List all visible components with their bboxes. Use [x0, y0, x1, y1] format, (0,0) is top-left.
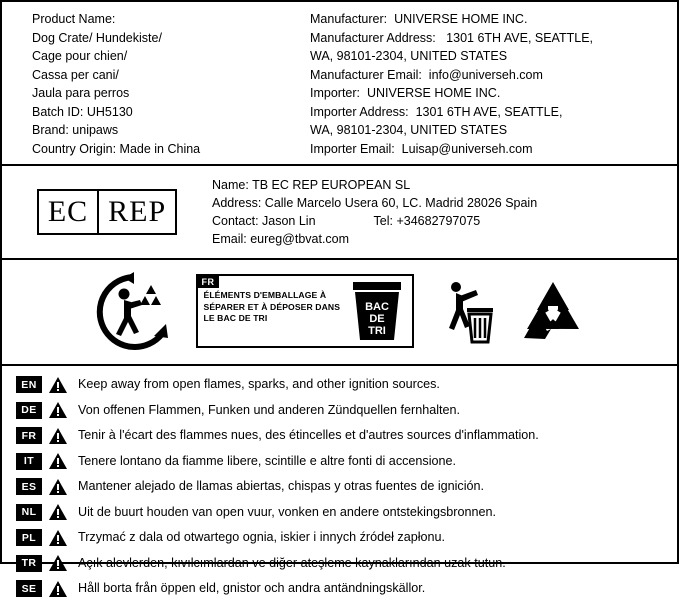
manufacturer-email: Manufacturer Email: info@universeh.com — [310, 67, 543, 82]
product-info-column — [2, 10, 302, 158]
language-badge-es: ES — [16, 478, 42, 495]
language-badge-se: SE — [16, 580, 42, 597]
warning-triangle-icon — [48, 401, 68, 419]
importer-address-line-1: Importer Address: 1301 6TH AVE, SEATTLE, — [310, 104, 563, 119]
manufacturer-name: Manufacturer: UNIVERSE HOME INC. — [310, 12, 528, 26]
ec-rep-logo-ec-text: EC — [47, 195, 89, 228]
manufacturer-address-line-2: WA, 98101-2304, UNITED STATES — [310, 49, 508, 63]
ec-rep-icon — [37, 189, 177, 235]
warning-text-es: Mantener alejado de llamas abiertas, chispas y otras fuentes de ignición. — [78, 479, 485, 494]
fr-language-tag: FR — [198, 276, 219, 288]
warning-triangle-icon — [48, 376, 68, 394]
ec-rep-contact-line — [212, 212, 667, 230]
warning-row-pl — [2, 525, 677, 551]
warning-text-en: Keep away from open flames, sparks, and other ignition sources. — [78, 377, 440, 392]
batch-id: Batch ID: UH5130 — [32, 104, 133, 119]
warning-list — [2, 366, 677, 606]
warning-text-pl: Trzymać z dala od otwartego ognia, iskier i innych źródeł zapłonu. — [78, 530, 446, 545]
warning-triangle-icon — [48, 503, 68, 521]
warning-triangle-icon — [48, 427, 68, 445]
warning-text-it: Tenere lontano da fiamme libere, scintille e altre fonti di accensione. — [78, 453, 457, 468]
product-and-company-info — [2, 2, 677, 164]
warning-row-tr — [2, 551, 677, 577]
ec-rep-email: Email: eureg@tbvat.com — [212, 232, 350, 246]
product-name-label: Product Name: — [32, 12, 116, 26]
do-not-litter-icon — [436, 278, 498, 344]
ec-rep-details — [212, 176, 677, 248]
warning-text-se: Håll borta från öppen eld, gnistor och andra antändningskällor. — [78, 581, 426, 596]
language-badge-nl: NL — [16, 504, 42, 521]
warning-row-fr — [2, 423, 677, 449]
svg-text:TRI: TRI — [367, 325, 386, 337]
warning-row-de — [2, 398, 677, 424]
warning-text-fr: Tenir à l'écart des flammes nues, des étincelles et d'autres sources d'inflammation. — [78, 428, 539, 443]
pictogram-section — [2, 260, 677, 364]
product-name-line-4: Jaula para perros — [32, 86, 130, 100]
warning-triangle-icon — [48, 452, 68, 470]
ec-rep-section — [2, 166, 677, 258]
warning-text-nl: Uit de buurt houden van open vuur, vonken en andere ontstekingsbronnen. — [78, 504, 496, 519]
recycle-icon — [520, 280, 586, 342]
ec-rep-address-line — [212, 194, 667, 212]
warning-row-es — [2, 474, 677, 500]
ec-rep-tel: Tel: +34682797075 — [373, 214, 481, 228]
manufacturer-address-line-1: Manufacturer Address: 1301 6TH AVE, SEATTLE, — [310, 30, 594, 45]
ec-rep-name: Name: TB EC REP EUROPEAN SL — [212, 178, 411, 192]
svg-text:BAC: BAC — [364, 301, 389, 313]
svg-text:DE: DE — [368, 313, 385, 325]
warning-triangle-icon — [48, 580, 68, 598]
company-info-column — [302, 10, 677, 158]
warning-row-se — [2, 576, 677, 602]
ec-rep-logo-wrapper — [2, 189, 212, 235]
importer-address-line-2: WA, 98101-2304, UNITED STATES — [310, 123, 508, 137]
language-badge-it: IT — [16, 453, 42, 470]
language-badge-de: DE — [16, 402, 42, 419]
importer-name: Importer: UNIVERSE HOME INC. — [310, 86, 501, 100]
warning-text-de: Von offenen Flammen, Funken und anderen Zündquellen fernhalten. — [78, 402, 461, 417]
ec-rep-name-line — [212, 176, 667, 194]
warning-triangle-icon — [48, 529, 68, 547]
product-name-line-3: Cassa per cani/ — [32, 67, 119, 82]
product-name-line-1: Dog Crate/ Hundekiste/ — [32, 30, 162, 45]
warning-triangle-icon — [48, 554, 68, 572]
warning-row-nl — [2, 500, 677, 526]
language-badge-pl: PL — [16, 529, 42, 546]
warning-row-en — [2, 372, 677, 398]
sorting-bin-icon — [196, 274, 414, 348]
warning-triangle-icon — [48, 478, 68, 496]
language-badge-en: EN — [16, 376, 42, 393]
importer-email: Importer Email: Luisap@universeh.com — [310, 141, 533, 156]
ec-rep-contact: Contact: Jason Lin — [212, 214, 316, 228]
fr-bin-graphic — [346, 276, 412, 346]
warning-row-it — [2, 449, 677, 475]
fr-instruction-text: ÉLÉMENTS D'EMBALLAGE À SÉPARER ET À DÉPOSER DANS LE BAC DE TRI — [203, 290, 341, 324]
ec-rep-address: Address: Calle Marcelo Usera 60, LC. Madrid 28026 Spain — [212, 196, 538, 210]
triman-icon — [94, 272, 174, 350]
language-badge-tr: TR — [16, 555, 42, 572]
warning-text-tr: Açık alevlerden, kıvılcımlardan ve diğer ateşleme kaynaklarından uzak tutun. — [78, 555, 506, 570]
ec-rep-logo-rep-text: REP — [97, 191, 175, 233]
ec-rep-email-line — [212, 230, 667, 248]
product-name-line-2: Cage pour chien/ — [32, 49, 128, 63]
brand: Brand: unipaws — [32, 123, 119, 137]
language-badge-fr: FR — [16, 427, 42, 444]
country-of-origin: Country Origin: Made in China — [32, 141, 201, 156]
